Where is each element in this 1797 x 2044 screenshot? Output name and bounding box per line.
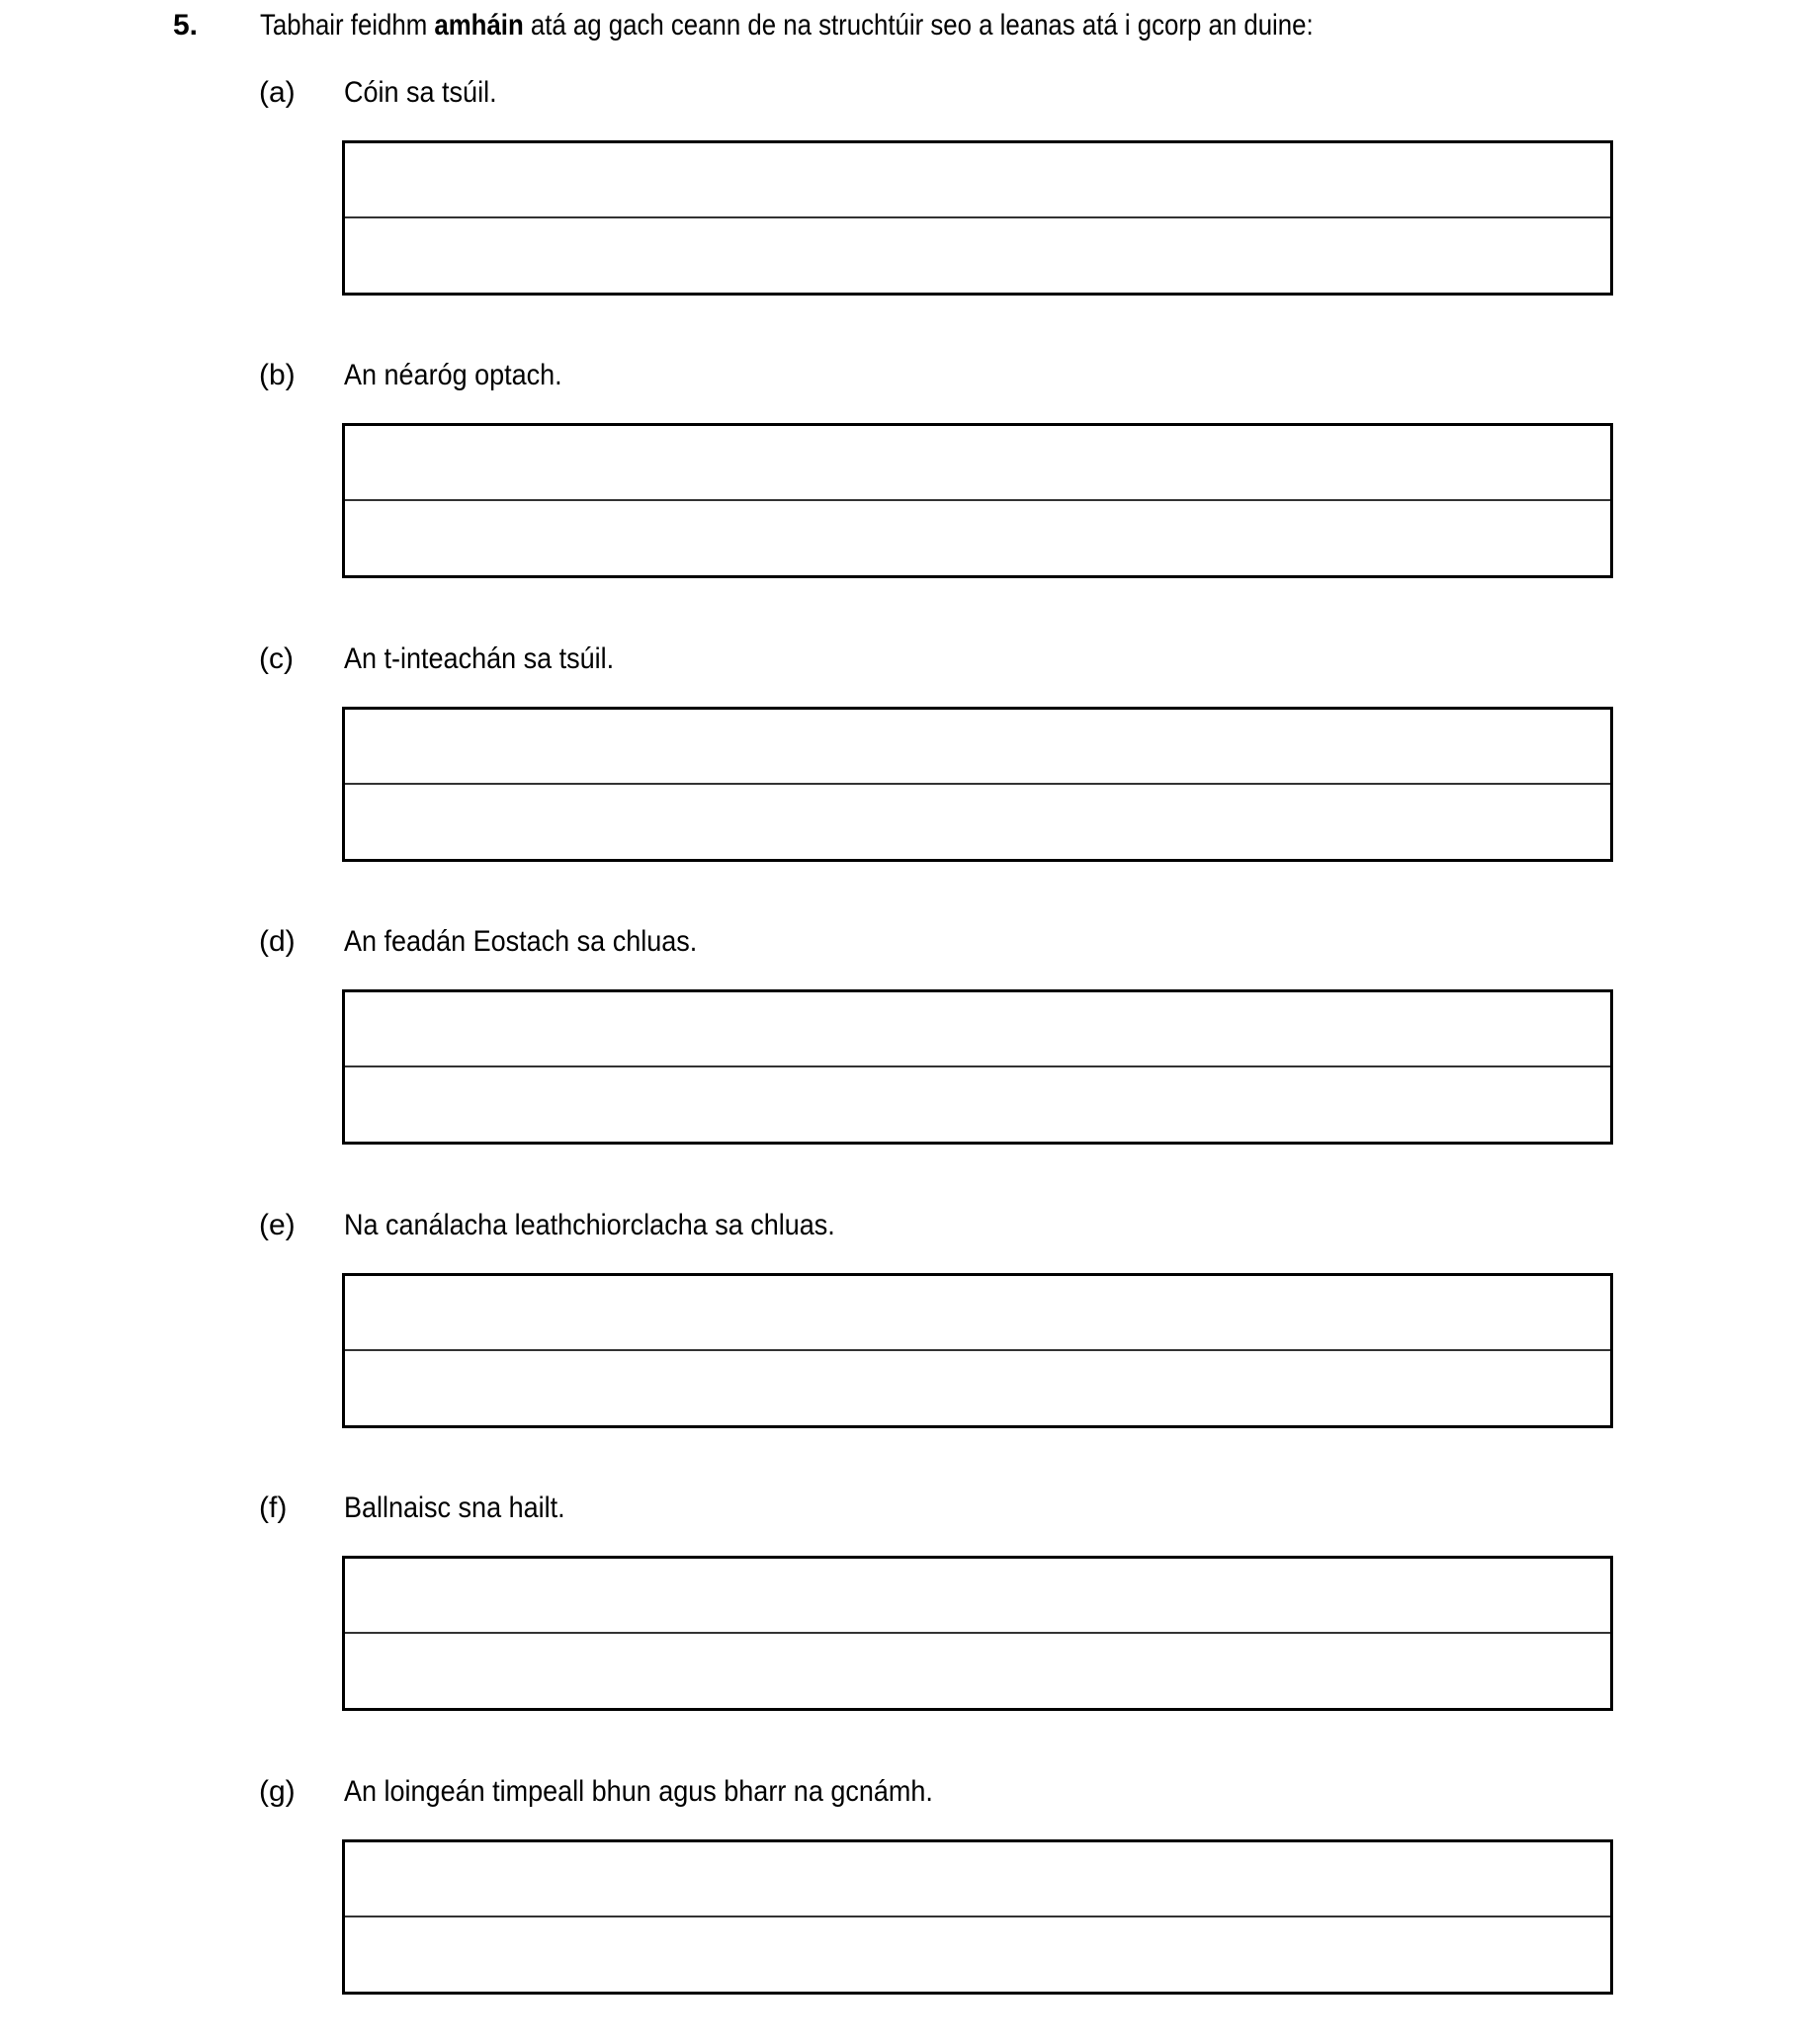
item-text: An t-inteachán sa tsúil. [344,642,615,675]
answer-input-2[interactable] [345,786,1610,861]
answer-input-2[interactable] [345,1068,1610,1144]
answer-line-1 [345,710,1610,785]
question-prompt [260,8,1314,43]
answer-input-2[interactable] [345,1918,1610,1994]
answer-input-2[interactable] [345,219,1610,295]
answer-box [342,989,1613,1145]
item-text: An feadán Eostach sa chluas. [344,925,698,958]
answer-line-1 [345,143,1610,218]
answer-line-2 [345,502,1610,577]
question-item-c [0,641,1797,879]
answer-input-1[interactable] [345,1276,1610,1349]
answer-box [342,1556,1613,1711]
question-item-d [0,924,1797,1161]
answer-input-1[interactable] [345,426,1610,499]
item-text: Na canálacha leathchiorclacha sa chluas. [344,1209,835,1241]
answer-line-1 [345,1276,1610,1351]
answer-input-1[interactable] [345,1559,1610,1632]
item-letter: (b) [259,359,296,391]
answer-input-1[interactable] [345,143,1610,216]
item-letter: (d) [259,925,296,958]
item-letter: (g) [259,1775,296,1808]
prompt-text-after: atá ag gach ceann de na struchtúir seo a leanas atá i gcorp an duine: [523,9,1314,42]
question-item-e [0,1208,1797,1445]
answer-line-2 [345,1352,1610,1427]
answer-line-2 [345,1635,1610,1710]
question-item-a [0,75,1797,312]
item-text: Cóin sa tsúil. [344,76,497,109]
answer-box [342,707,1613,862]
prompt-text-before: Tabhair feidhm [260,9,435,42]
answer-input-2[interactable] [345,502,1610,577]
answer-input-1[interactable] [345,710,1610,783]
item-text: Ballnaisc sna hailt. [344,1491,565,1524]
answer-line-1 [345,1842,1610,1917]
answer-box [342,1273,1613,1428]
item-text: An loingeán timpeall bhun agus bharr na gcnámh. [344,1775,933,1808]
answer-line-1 [345,992,1610,1067]
answer-input-1[interactable] [345,992,1610,1065]
answer-box [342,423,1613,578]
question-header [0,0,1797,49]
answer-line-2 [345,1068,1610,1144]
answer-input-2[interactable] [345,1635,1610,1710]
answer-input-2[interactable] [345,1352,1610,1427]
answer-box [342,140,1613,296]
answer-line-1 [345,426,1610,501]
question-item-f [0,1490,1797,1728]
item-letter: (f) [259,1491,288,1524]
answer-line-2 [345,219,1610,295]
answer-input-1[interactable] [345,1842,1610,1916]
item-letter: (c) [259,642,294,675]
prompt-emphasis: amháin [434,9,524,42]
item-letter: (a) [259,76,296,109]
answer-line-2 [345,1918,1610,1994]
question-item-g [0,1774,1797,2011]
question-item-b [0,358,1797,595]
item-text: An néaróg optach. [344,359,562,391]
item-letter: (e) [259,1209,296,1241]
answer-line-1 [345,1559,1610,1634]
question-number: 5. [173,9,199,42]
answer-line-2 [345,786,1610,861]
answer-box [342,1839,1613,1995]
